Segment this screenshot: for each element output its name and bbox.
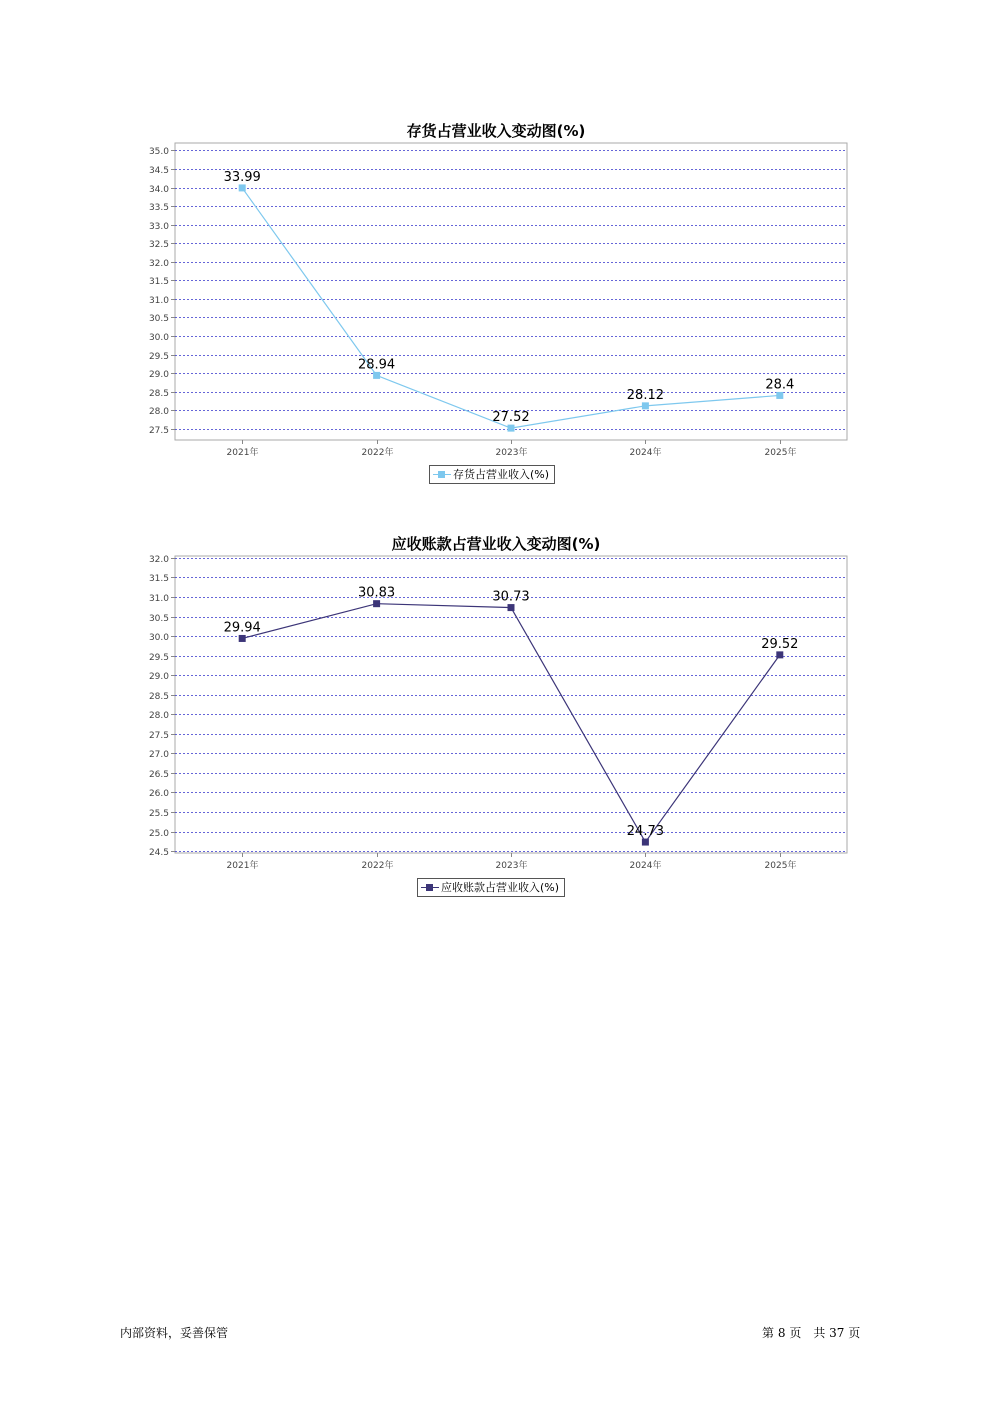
y-tick-label: 34.5 bbox=[148, 166, 169, 176]
page-total: 37 bbox=[829, 1326, 845, 1340]
y-tick-label: 28.0 bbox=[148, 711, 169, 721]
x-tick-label: 2023年 bbox=[495, 448, 528, 458]
data-label: 33.99 bbox=[223, 169, 261, 185]
legend-label: 存货占营业收入(%) bbox=[453, 468, 550, 481]
footer-confidential-note: 内部资料，妥善保管 bbox=[120, 1326, 229, 1340]
y-tick-label: 28.0 bbox=[148, 407, 169, 417]
y-tick-label: 26.0 bbox=[148, 789, 169, 799]
y-tick-label: 33.0 bbox=[148, 222, 169, 232]
y-tick-label: 25.0 bbox=[148, 829, 169, 839]
data-label: 30.83 bbox=[357, 585, 396, 601]
data-label: 29.94 bbox=[223, 620, 261, 636]
page-prefix: 第 bbox=[762, 1326, 775, 1340]
x-tick-label: 2022年 bbox=[361, 448, 394, 458]
page-suffix: 页 bbox=[848, 1326, 861, 1340]
y-tick-label: 28.5 bbox=[148, 389, 169, 399]
data-label: 28.94 bbox=[357, 357, 396, 373]
data-point bbox=[776, 651, 783, 658]
page-number: 8 bbox=[777, 1326, 786, 1340]
y-tick-label: 35.0 bbox=[148, 147, 169, 157]
legend-swatch-icon bbox=[421, 883, 439, 893]
y-tick-label: 29.0 bbox=[148, 370, 169, 380]
data-point bbox=[373, 600, 380, 607]
x-tick-label: 2021年 bbox=[226, 448, 259, 458]
x-tick-label: 2025年 bbox=[764, 448, 797, 458]
y-tick-label: 34.0 bbox=[148, 185, 169, 195]
y-tick-label: 30.5 bbox=[148, 614, 169, 624]
data-point bbox=[239, 635, 246, 642]
x-tick-label: 2023年 bbox=[495, 861, 528, 871]
chart-title: 应收账款占营业收入变动图(%) bbox=[391, 535, 601, 553]
data-label: 30.73 bbox=[492, 589, 530, 605]
y-tick-label: 31.0 bbox=[148, 594, 169, 604]
data-label: 28.4 bbox=[765, 377, 795, 393]
footer-page-indicator bbox=[762, 1324, 860, 1341]
y-tick-label: 27.5 bbox=[148, 731, 169, 741]
x-tick-label: 2022年 bbox=[361, 861, 394, 871]
y-tick-label: 31.0 bbox=[148, 296, 169, 306]
y-tick-label: 33.5 bbox=[148, 203, 169, 213]
y-tick-label: 27.5 bbox=[148, 426, 169, 436]
chart-title: 存货占营业收入变动图(%) bbox=[406, 122, 586, 140]
y-tick-label: 27.0 bbox=[148, 750, 169, 760]
y-tick-label: 32.0 bbox=[148, 555, 169, 565]
x-tick-label: 2021年 bbox=[226, 861, 259, 871]
page-mid: 页 共 bbox=[789, 1326, 826, 1340]
x-tick-label: 2024年 bbox=[629, 861, 662, 871]
y-tick-label: 25.5 bbox=[148, 809, 169, 819]
y-tick-label: 32.0 bbox=[148, 259, 169, 269]
y-tick-label: 28.5 bbox=[148, 692, 169, 702]
y-tick-label: 30.5 bbox=[148, 314, 169, 324]
y-tick-label: 24.5 bbox=[148, 848, 169, 858]
data-label: 29.52 bbox=[761, 636, 799, 652]
x-tick-label: 2025年 bbox=[764, 861, 797, 871]
legend-label: 应收账款占营业收入(%) bbox=[441, 881, 560, 894]
data-point bbox=[642, 839, 649, 846]
y-tick-label: 29.5 bbox=[148, 352, 169, 362]
y-tick-label: 30.0 bbox=[148, 633, 169, 643]
y-tick-label: 29.0 bbox=[148, 672, 169, 682]
data-label: 24.73 bbox=[626, 824, 665, 840]
y-tick-label: 30.0 bbox=[148, 333, 169, 343]
y-tick-label: 31.5 bbox=[148, 277, 169, 287]
y-tick-label: 26.5 bbox=[148, 770, 169, 780]
y-tick-label: 31.5 bbox=[148, 574, 169, 584]
data-label: 28.12 bbox=[626, 387, 665, 403]
data-point bbox=[508, 604, 515, 611]
x-tick-label: 2024年 bbox=[629, 448, 662, 458]
y-tick-label: 29.5 bbox=[148, 653, 169, 663]
data-label: 27.52 bbox=[492, 410, 530, 426]
chart-legend bbox=[417, 878, 565, 897]
y-tick-label: 32.5 bbox=[148, 240, 169, 250]
